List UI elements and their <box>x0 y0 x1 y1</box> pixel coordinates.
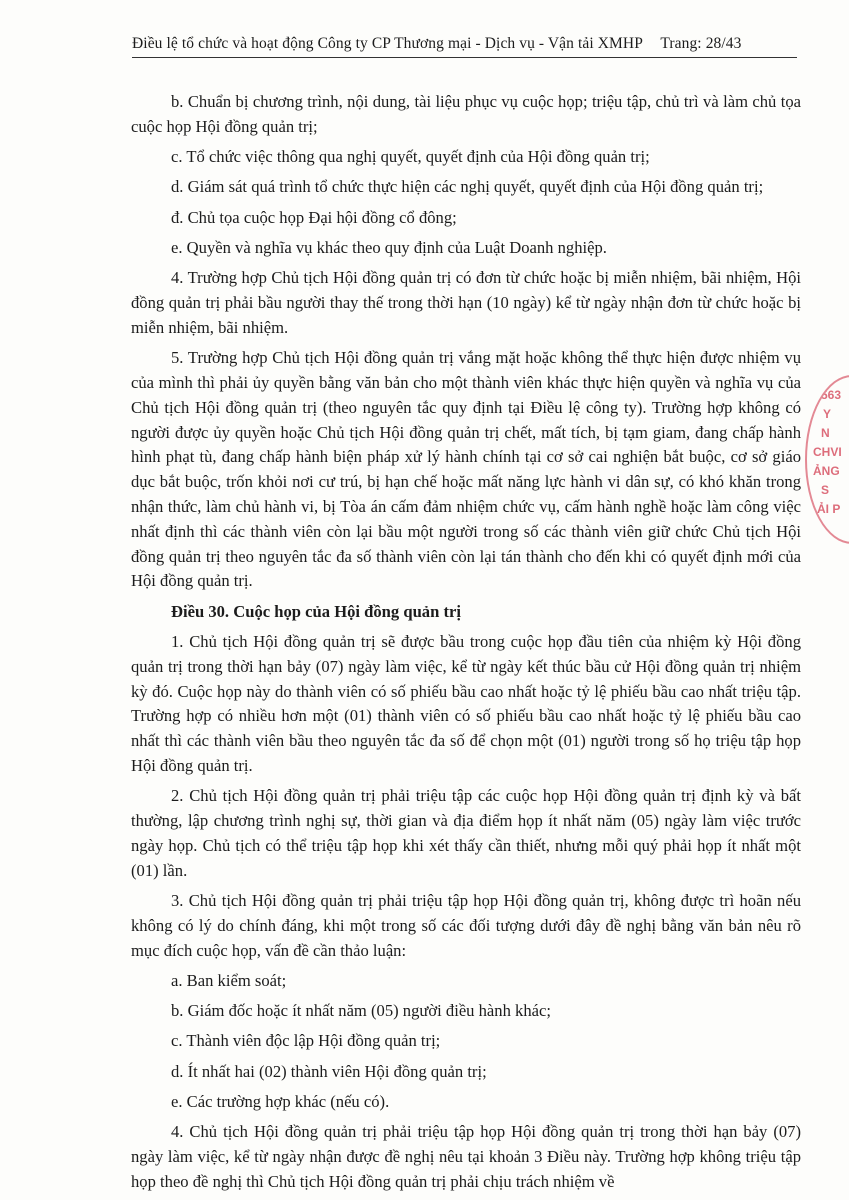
seal-letter-line: ẢI P <box>817 502 841 516</box>
document-body <box>131 90 801 1195</box>
paragraph-art30-clause-2: 2. Chủ tịch Hội đồng quản trị phải triệu tập các cuộc họp Hội đồng quản trị định kỳ và bất thường, lập chương trình nghị sự, thời gian và địa điểm họp ít nhất năm (05) ngày làm việc trước ngày họp. Chủ tịch có thể triệu tập họp khi xét thấy cần thiết, nhưng mỗi quý phải họp ít nhất một (01) lần. <box>131 786 801 880</box>
paragraph-art30-item-e: e. Các trường hợp khác (nếu có). <box>171 1091 390 1111</box>
paragraph-clause-5: 5. Trường hợp Chủ tịch Hội đồng quản trị vắng mặt hoặc không thể thực hiện được nhiệm vụ của mình thì phải ủy quyền bằng văn bản cho một thành viên khác thực hiện quyền và nghĩa vụ của Chủ tịch Hội đồng quản trị (theo nguyên tắc quy định tại Điều lệ công ty). Trường hợp không có người được ủy quyền hoặc Chủ tịch Hội đồng quản trị chết, mất tích, bị tạm giam, đang chấp hành hình phạt tù, đang chấp hành biện pháp xử lý hành chính tại cơ sở cai nghiện bắt buộc, cơ sở giáo dục bắt buộc, trốn khỏi nơi cư trú, bị hạn chế hoặc mất năng lực hành vi dân sự, có khó khăn trong nhận thức, làm chủ hành vi, bị Tòa án cấm đảm nhiệm chức vụ, cấm hành nghề hoặc làm công việc nhất định thì các thành viên còn lại bầu một người trong số các thành viên giữ chức Chủ tịch Hội đồng quản trị theo nguyên tắc đa số thành viên còn lại tán thành cho đến khi có quyết định mới của Hội đồng quản trị. <box>131 348 801 591</box>
paragraph-item-b: b. Chuẩn bị chương trình, nội dung, tài liệu phục vụ cuộc họp; triệu tập, chủ trì và làm chủ tọa cuộc họp Hội đồng quản trị; <box>131 92 801 136</box>
seal-letter-line: CHVI <box>813 445 842 459</box>
page-number: Trang: 28/43 <box>660 35 742 52</box>
paragraph-art30-item-a: a. Ban kiểm soát; <box>171 970 287 990</box>
paragraph-art30-clause-3: 3. Chủ tịch Hội đồng quản trị phải triệu tập họp Hội đồng quản trị, không được trì hoãn nếu không có lý do chính đáng, khi một trong số các đối tượng dưới đây đề nghị bằng văn bản nêu rõ mục đích cuộc họp, vấn đề cần thảo luận: <box>131 890 801 960</box>
company-seal-stamp <box>805 375 849 544</box>
seal-stamp-lettering <box>807 377 849 542</box>
paragraph-item-e: e. Quyền và nghĩa vụ khác theo quy định của Luật Doanh nghiệp. <box>171 237 607 257</box>
document-title: Điều lệ tổ chức và hoạt động Công ty CP Thương mại - Dịch vụ - Vận tải XMHP <box>132 35 643 52</box>
seal-letter-line: S <box>821 483 830 497</box>
paragraph-item-d: d. Giám sát quá trình tổ chức thực hiện các nghị quyết, quyết định của Hội đồng quản trị; <box>171 177 764 197</box>
paragraph-art30-clause-4: 4. Chủ tịch Hội đồng quản trị phải triệu tập họp Hội đồng quản trị trong thời hạn bảy (07) ngày làm việc, kể từ ngày nhận được đề nghị nêu tại khoản 3 Điều này. Trường hợp không triệu tập họp theo đề nghị thì Chủ tịch Hội đồng quản trị phải chịu trách nhiệm về <box>131 1122 801 1191</box>
paragraph-item-c: c. Tổ chức việc thông qua nghị quyết, quyết định của Hội đồng quản trị; <box>171 147 650 167</box>
paragraph-art30-clause-1: 1. Chủ tịch Hội đồng quản trị sẽ được bầu trong cuộc họp đầu tiên của nhiệm kỳ Hội đồng quản trị trong thời hạn bảy (07) ngày làm việc, kể từ ngày kết thúc bầu cử Hội đồng quản trị nhiệm kỳ đó. Cuộc họp này do thành viên có số phiếu bầu cao nhất hoặc tỷ lệ phiếu bầu cao nhất triệu tập. Trường hợp có nhiều hơn một (01) thành viên có số phiếu bầu cao nhất hoặc tỷ lệ phiếu bầu cao nhất thì các thành viên bầu theo nguyên tắc đa số để chọn một (01) người trong số họ triệu tập họp Hội đồng quản trị. <box>131 631 801 775</box>
article-30-heading: Điều 30. Cuộc họp của Hội đồng quản trị <box>171 601 461 621</box>
seal-letter-line: Y <box>823 407 832 421</box>
paragraph-art30-item-b: b. Giám đốc hoặc ít nhất năm (05) người điều hành khác; <box>171 1001 551 1021</box>
paragraph-art30-item-c: c. Thành viên độc lập Hội đồng quản trị; <box>171 1031 441 1051</box>
page-header <box>132 35 797 58</box>
seal-letter-line: ẢNG <box>813 464 840 478</box>
paragraph-clause-4: 4. Trường hợp Chủ tịch Hội đồng quản trị có đơn từ chức hoặc bị miễn nhiệm, bãi nhiệm, Hội đồng quản trị phải bầu người thay thế trong thời hạn (10 ngày) kể từ ngày nhận đơn từ chức hoặc bị miễn nhiệm, bãi nhiệm. <box>131 268 801 337</box>
seal-letter-line: N <box>821 426 830 440</box>
paragraph-item-dd: đ. Chủ tọa cuộc họp Đại hội đồng cổ đông; <box>171 207 457 227</box>
paragraph-art30-item-d: d. Ít nhất hai (02) thành viên Hội đồng quản trị; <box>171 1061 487 1081</box>
seal-letter-line: 563 <box>821 388 842 402</box>
